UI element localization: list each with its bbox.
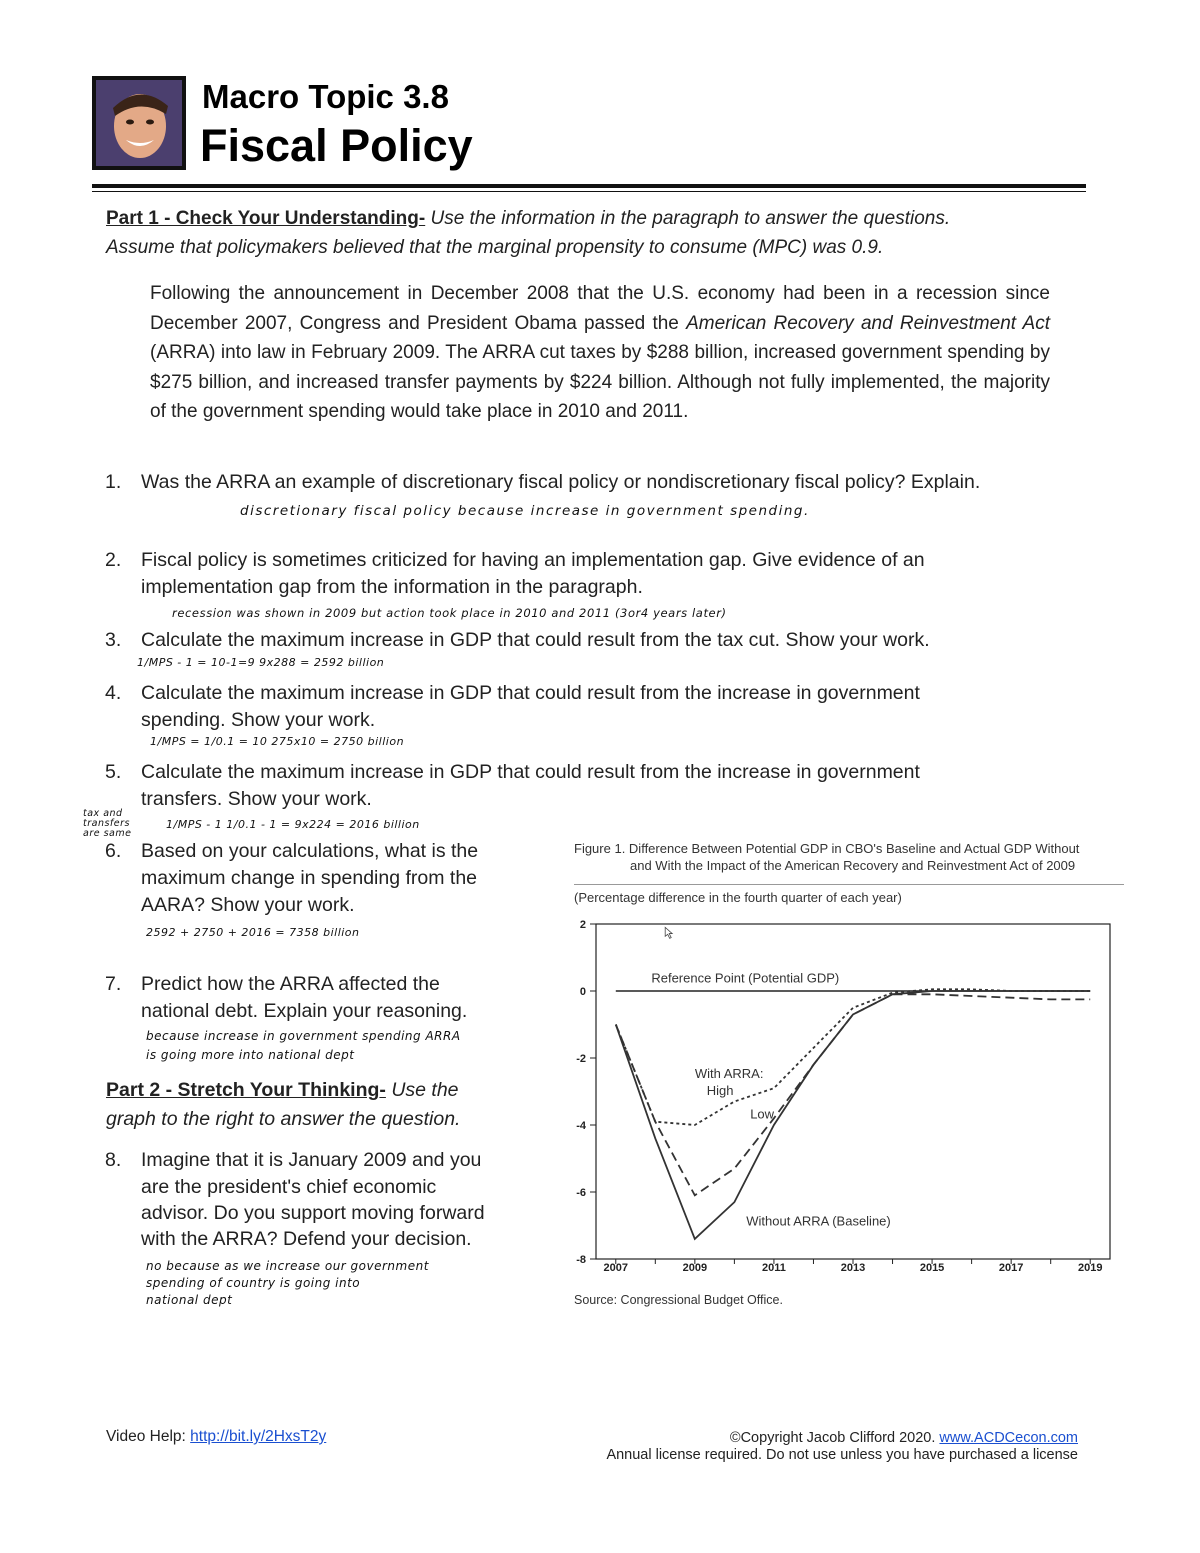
question-text-cont: advisor. Do you support moving forward — [141, 1202, 485, 1224]
author-avatar — [92, 76, 186, 170]
question-number: 2. — [105, 549, 122, 571]
y-tick-label: -6 — [576, 1187, 586, 1199]
y-tick-label: 0 — [579, 986, 586, 998]
part2-instruction-1: Use the — [385, 1079, 459, 1101]
figure-subtitle: (Percentage difference in the fourth quarter of each year) — [574, 890, 902, 905]
question-8 — [105, 1147, 545, 1257]
paragraph-text-1: Following the announcement in December 2008 that the U.S. economy had been in a recession since December 2007, Congress and President Obama passed the — [150, 283, 1050, 334]
margin-note-line: transfers — [83, 818, 130, 829]
question-text-cont: AARA? Show your work. — [141, 894, 355, 916]
question-text: Fiscal policy is sometimes criticized for having an implementation gap. Give evidence of an — [141, 549, 925, 571]
question-text-cont: maximum change in spending from the — [141, 867, 478, 889]
cursor-icon — [665, 927, 672, 938]
part2-heading: Part 2 - Stretch Your Thinking — [106, 1079, 380, 1101]
figure-source: Source: Congressional Budget Office. — [574, 1293, 783, 1307]
handwritten-line: no because as we increase our government — [146, 1259, 429, 1273]
paragraph-text-2: (ARRA) into law in February 2009. The ARRA cut taxes by $288 billion, increased government spending by $275 billion, and increased transfer payments by $224 billion. Although not fully implemented, the majority of the government spending would take place in 2010 and 2011. — [150, 342, 1050, 422]
question-3 — [105, 627, 1105, 657]
series-line-1 — [616, 991, 1090, 1239]
question-number: 5. — [105, 761, 122, 783]
question-text: Calculate the maximum increase in GDP that could result from the increase in government — [141, 682, 920, 704]
part1-instructions — [106, 204, 1096, 262]
question-text-cont: national debt. Explain your reasoning. — [141, 1000, 468, 1022]
part1-instruction-line1: Use the information in the paragraph to answer the questions. — [425, 208, 951, 229]
part1-dash: - — [418, 208, 426, 229]
x-tick-label: 2007 — [603, 1262, 629, 1274]
page-title: Fiscal Policy — [200, 120, 473, 171]
handwritten-line: because increase in government spending ARRA — [146, 1029, 461, 1043]
question-1 — [105, 469, 1105, 499]
margin-note-line: tax and — [83, 808, 123, 819]
question-number: 7. — [105, 973, 122, 995]
question-text: Calculate the maximum increase in GDP that could result from the increase in government — [141, 761, 920, 783]
handwritten-answer-4: 1/MPS = 1/0.1 = 10 275x10 = 2750 billion — [150, 735, 405, 748]
question-text: Calculate the maximum increase in GDP that could result from the tax cut. Show your work. — [141, 629, 930, 651]
copyright-block — [560, 1430, 1078, 1464]
y-tick-label: 2 — [579, 919, 586, 931]
topic-label: Macro Topic 3.8 — [202, 78, 449, 115]
series-line-3 — [616, 989, 1090, 1125]
x-tick-label: 2009 — [682, 1262, 708, 1274]
video-help-label: Video Help: — [106, 1428, 191, 1445]
annotation-without: Without ARRA (Baseline) — [746, 1213, 891, 1229]
handwritten-answer-6: 2592 + 2750 + 2016 = 7358 billion — [146, 926, 360, 939]
y-tick-label: -2 — [576, 1053, 586, 1065]
license-notice: Annual license required. Do not use unless you have purchased a license — [606, 1447, 1078, 1463]
arra-paragraph — [150, 279, 1050, 427]
figure-title-line1: Figure 1. Difference Between Potential GDP in CBO's Baseline and Actual GDP Without — [574, 841, 1080, 856]
question-number: 6. — [105, 840, 122, 862]
handwritten-answer-3: 1/MPS - 1 = 10-1=9 9x288 = 2592 billion — [137, 656, 385, 669]
line-chart — [570, 878, 1130, 1318]
question-7 — [105, 971, 545, 1027]
question-number: 1. — [105, 471, 122, 493]
handwritten-answer-1: discretionary fiscal policy because increase in government spending. — [240, 503, 810, 519]
question-2 — [105, 547, 1105, 603]
x-tick-label: 2017 — [998, 1262, 1024, 1274]
paragraph-act-name: American Recovery and Reinvestment Act — [686, 312, 1050, 334]
x-tick-label: 2019 — [1077, 1262, 1103, 1274]
question-text: Predict how the ARRA affected the — [141, 973, 440, 995]
header-divider-thin — [92, 191, 1086, 192]
header-divider — [92, 184, 1086, 188]
margin-note-line: are same — [83, 828, 132, 839]
avatar-portrait-icon — [96, 80, 182, 166]
question-4 — [105, 680, 1105, 736]
x-tick-label: 2011 — [761, 1262, 786, 1274]
question-text: Was the ARRA an example of discretionary fiscal policy or nondiscretionary fiscal policy? Explain. — [141, 471, 981, 493]
figure-title — [574, 840, 1079, 874]
figure-title-line2: and With the Impact of the American Recovery and Reinvestment Act of 2009 — [630, 858, 1076, 873]
handwritten-line: is going more into national dept — [146, 1048, 355, 1062]
handwritten-line: spending of country is going into — [146, 1276, 361, 1290]
question-text-cont: are the president's chief economic — [141, 1176, 437, 1198]
part1-instruction-line2: Assume that policymakers believed that the marginal propensity to consume (MPC) was 0.9. — [106, 237, 884, 258]
video-help — [106, 1428, 326, 1446]
question-number: 8. — [105, 1149, 122, 1171]
handwritten-answer-7 — [146, 1027, 461, 1065]
question-5 — [105, 759, 1105, 815]
question-text-cont: implementation gap from the information in the paragraph. — [141, 576, 643, 598]
question-text-cont: transfers. Show your work. — [141, 788, 372, 810]
part2-instructions — [106, 1076, 546, 1134]
x-tick-label: 2015 — [919, 1262, 945, 1274]
handwritten-answer-8 — [146, 1258, 429, 1309]
handwritten-answer-5: 1/MPS - 1 1/0.1 - 1 = 9x224 = 2016 billion — [166, 818, 420, 831]
x-tick-label: 2013 — [840, 1262, 866, 1274]
series-line-2 — [616, 994, 1090, 1195]
annotation-low: Low — [750, 1106, 775, 1122]
part2-dash: - — [379, 1079, 386, 1101]
handwritten-answer-2: recession was shown in 2009 but action took place in 2010 and 2011 (3or4 years later) — [172, 606, 727, 620]
y-tick-label: -8 — [576, 1254, 586, 1266]
handwritten-margin-note — [83, 809, 131, 839]
question-text-cont: spending. Show your work. — [141, 709, 376, 731]
part2-instruction-2: graph to the right to answer the question. — [106, 1108, 461, 1130]
question-text: Based on your calculations, what is the — [141, 840, 479, 862]
y-tick-label: -4 — [576, 1120, 586, 1132]
question-number: 3. — [105, 629, 122, 651]
question-text: Imagine that it is January 2009 and you — [141, 1149, 482, 1171]
question-6 — [105, 838, 545, 920]
annotation-reference: Reference Point (Potential GDP) — [651, 970, 840, 986]
part1-heading: Part 1 - Check Your Understanding — [106, 208, 419, 229]
figure-1 — [570, 838, 1130, 1318]
handwritten-line: national dept — [146, 1293, 233, 1307]
annotation-with-arra: With ARRA: — [694, 1066, 764, 1082]
annotation-high: High — [706, 1082, 734, 1098]
site-link[interactable]: www.ACDCecon.com — [939, 1430, 1078, 1446]
question-number: 4. — [105, 682, 122, 704]
video-help-link[interactable]: http://bit.ly/2HxsT2y — [190, 1428, 327, 1445]
question-text-cont: with the ARRA? Defend your decision. — [141, 1228, 472, 1250]
copyright-text: ©Copyright Jacob Clifford 2020. — [729, 1430, 940, 1446]
